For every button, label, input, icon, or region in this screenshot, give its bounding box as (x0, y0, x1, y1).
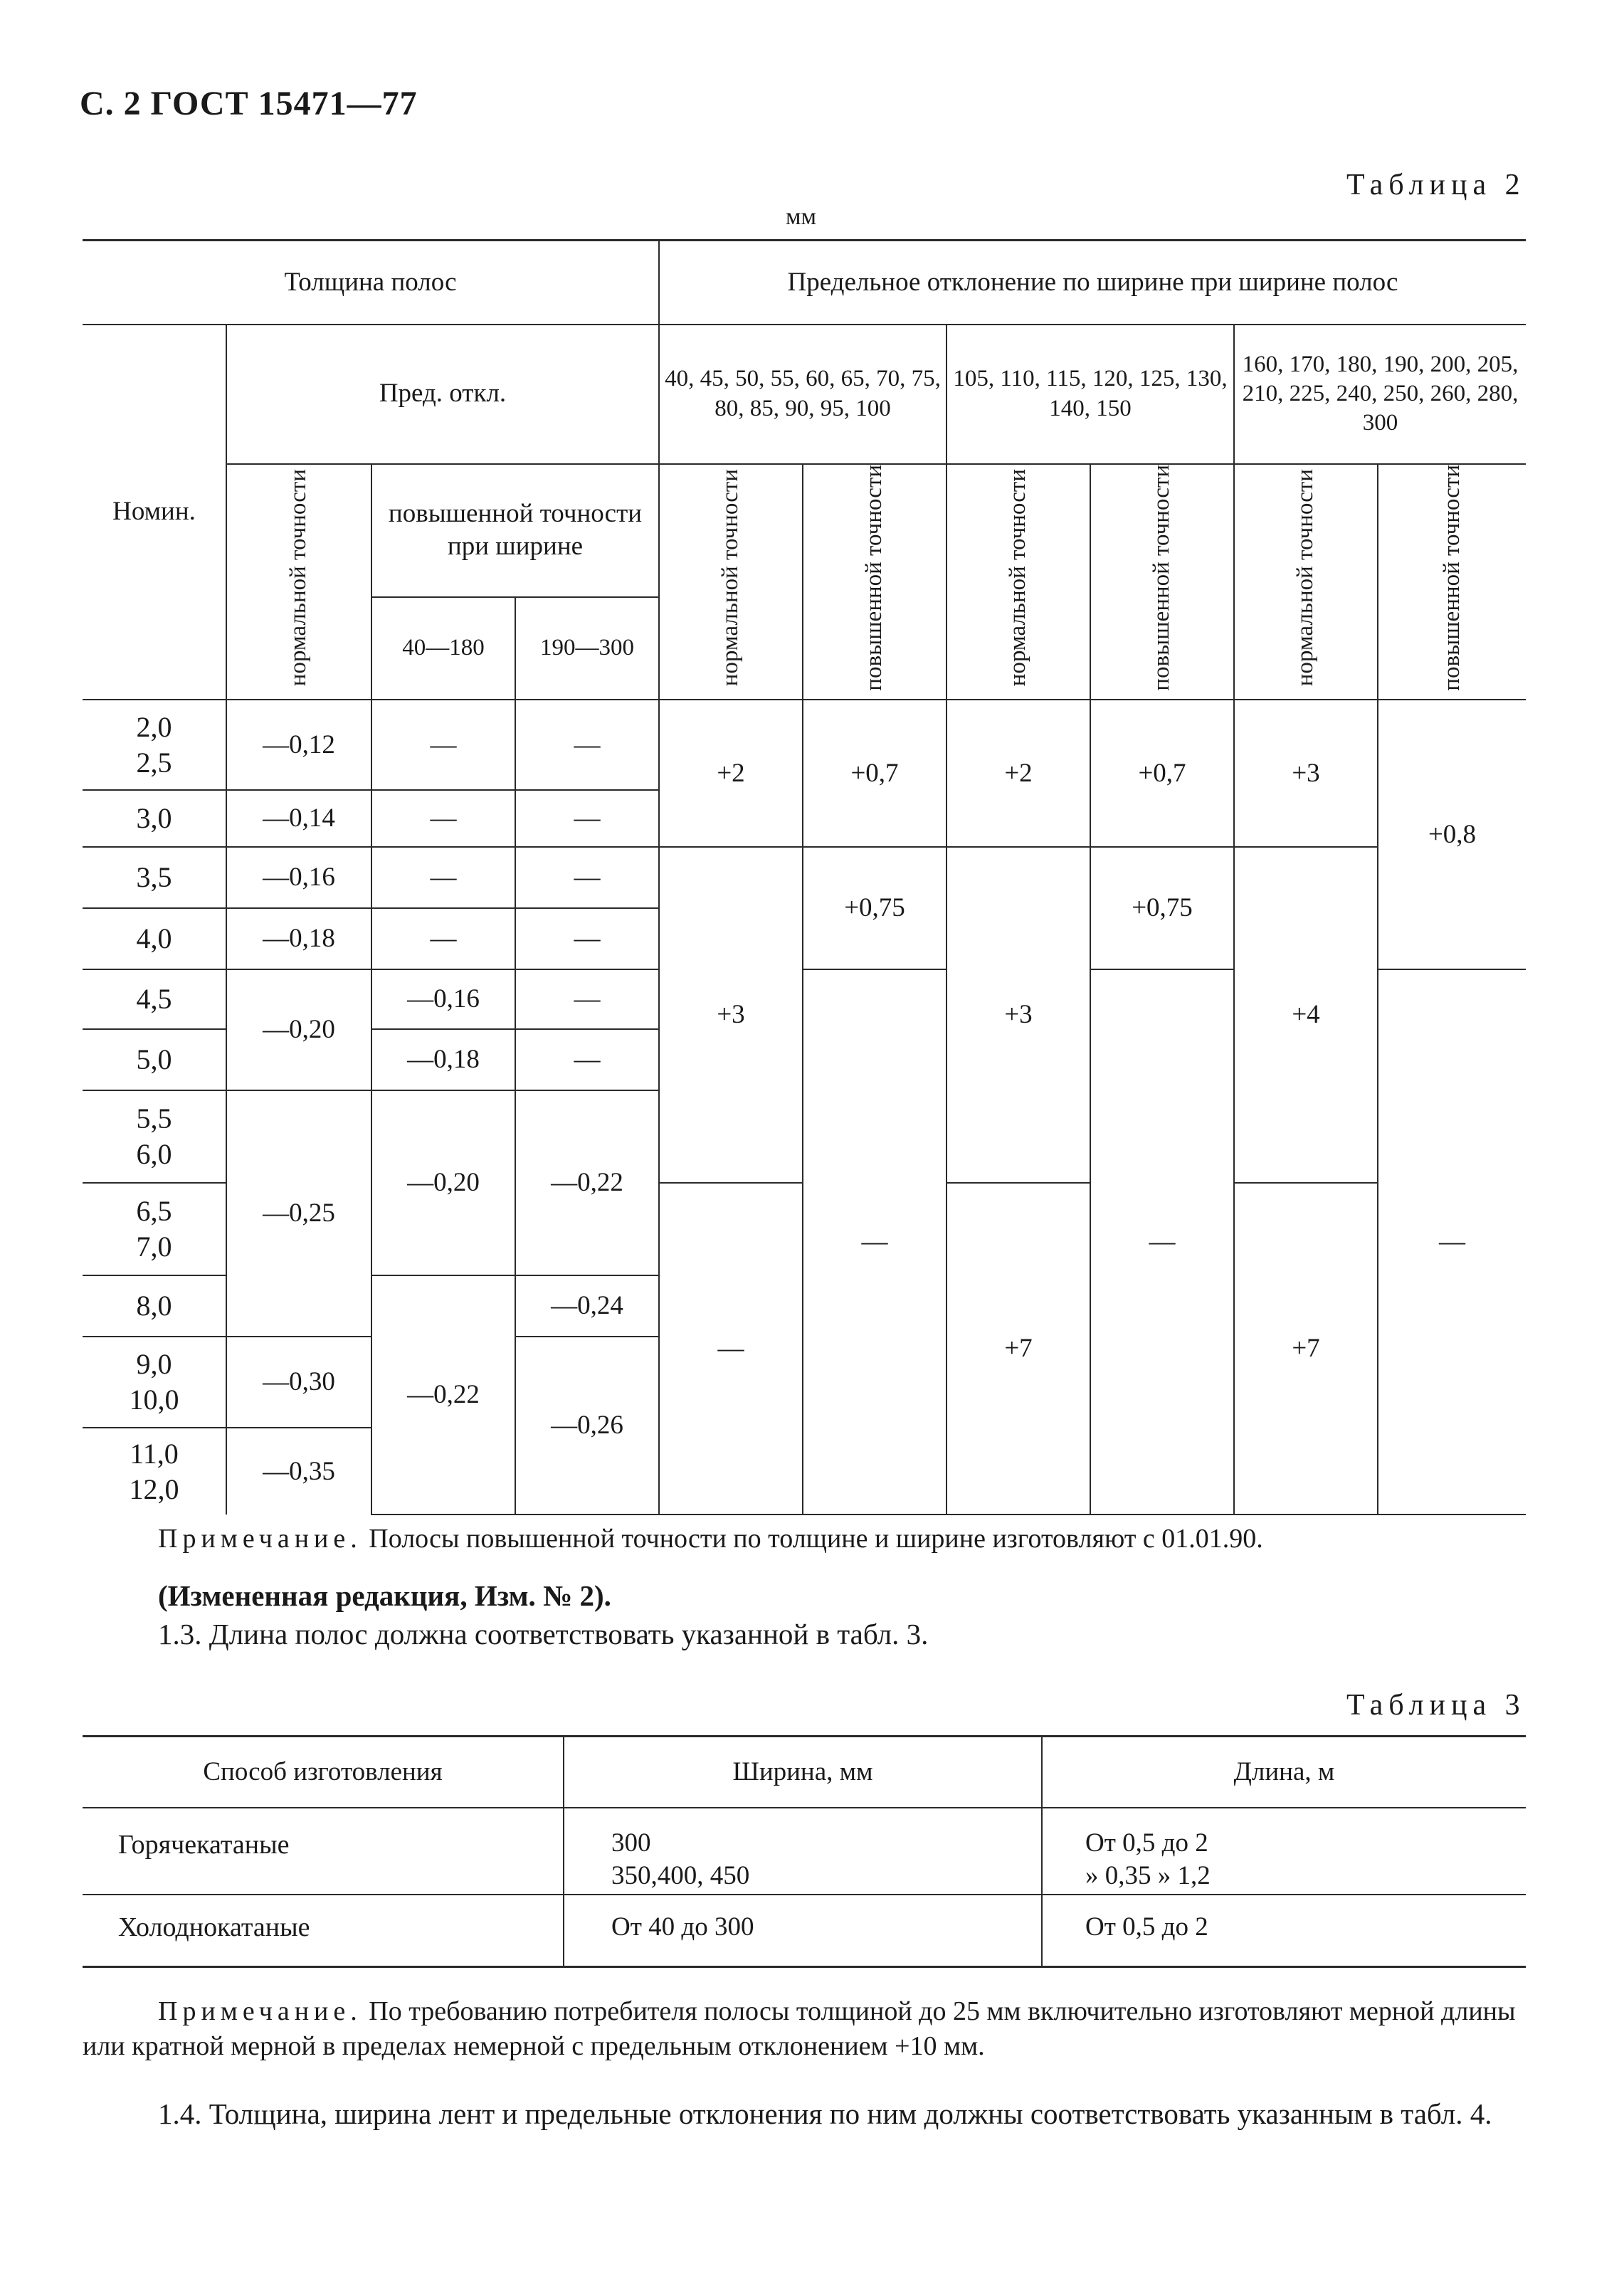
g3-normal-label: нормальной точности (1292, 468, 1319, 686)
table-3-note (83, 1994, 1526, 2065)
range-40-180: 40—180 (371, 597, 515, 700)
g1-increased-value: +0,75 (803, 847, 947, 969)
table-2 (83, 239, 1526, 1515)
table-2-unit: мм (786, 204, 817, 230)
length-cell: От 0,5 до 2 (1042, 1895, 1526, 1967)
normal-value: —0,20 (226, 969, 371, 1090)
normal-value: —0,14 (226, 790, 371, 847)
width-group-3: 160, 170, 180, 190, 200, 205, 210, 225, 240, 250, 260, 280, 300 (1234, 325, 1526, 464)
g3-normal-value: +3 (1234, 700, 1378, 847)
p40-value: — (371, 847, 515, 908)
g2-normal-value: +7 (947, 1183, 1090, 1515)
nominal-value: 2,0 2,5 (83, 700, 226, 790)
g2-increased-label: повышенной точности (1149, 464, 1175, 691)
p40-value: —0,22 (371, 1275, 515, 1515)
g2-increased-value: +0,7 (1090, 700, 1234, 847)
g3-normal-value: +7 (1234, 1183, 1378, 1515)
nominal-value: 11,0 12,0 (83, 1428, 226, 1515)
p190-value: — (515, 1029, 659, 1090)
note-text: По требованию потребителя полосы толщиной до 25 мм включительно изготовляют мерной длины или кратной мерной в пределах немерной с предельным отклонением +10 мм. (83, 1996, 1516, 2062)
g3-increased-value: — (1378, 969, 1526, 1515)
width-header: Ширина, мм (564, 1737, 1042, 1808)
p190-value: —0,26 (515, 1337, 659, 1515)
width-cell: От 40 до 300 (564, 1895, 1042, 1967)
nominal-value: 8,0 (83, 1275, 226, 1337)
nominal-value: 5,0 (83, 1029, 226, 1090)
thickness-header: Толщина полос (83, 241, 659, 325)
edition-note: (Измененная редакция, Изм. № 2). (158, 1579, 611, 1612)
note-label: Примечание. (158, 1524, 362, 1554)
g2-increased-value: — (1090, 969, 1234, 1515)
note-label: Примечание. (158, 1996, 362, 2026)
width-group-1: 40, 45, 50, 55, 60, 65, 70, 75, 80, 85, 90, 95, 100 (659, 325, 947, 464)
normal-value: —0,18 (226, 908, 371, 969)
g1-increased-label: повышенной точности (861, 464, 887, 691)
table-3-caption: Таблица 3 (1346, 1689, 1526, 1722)
width-deviation-header: Предельное отклонение по ширине при ширине полос (659, 241, 1526, 325)
nominal-value: 4,5 (83, 969, 226, 1029)
increased-at-width-label: повышенной точности при ширине (371, 464, 659, 597)
normal-value: —0,16 (226, 847, 371, 908)
nominal-value: 5,5 6,0 (83, 1090, 226, 1183)
p190-value: — (515, 908, 659, 969)
nominal-value: 9,0 10,0 (83, 1337, 226, 1428)
table-3 (83, 1735, 1526, 1968)
g3-increased-value: +0,8 (1378, 700, 1526, 969)
p190-value: —0,22 (515, 1090, 659, 1275)
pred-otkl-header: Пред. откл. (226, 325, 659, 464)
p190-value: —0,24 (515, 1275, 659, 1337)
g3-normal-value: +4 (1234, 847, 1378, 1183)
g2-normal-value: +2 (947, 700, 1090, 847)
nominal-header: Номин. (83, 325, 226, 700)
p190-value: — (515, 790, 659, 847)
table-2-caption: Таблица 2 (1346, 169, 1526, 201)
range-190-300: 190—300 (515, 597, 659, 700)
method-header: Способ изготовления (83, 1737, 564, 1808)
g1-increased-value: +0,7 (803, 700, 947, 847)
p190-value: — (515, 700, 659, 790)
nominal-value: 3,5 (83, 847, 226, 908)
normal-value: —0,25 (226, 1090, 371, 1337)
table-2-note (158, 1523, 1263, 1554)
page-header: С. 2 ГОСТ 15471—77 (80, 85, 418, 122)
normal-accuracy-label: нормальной точности (285, 468, 312, 686)
p40-value: — (371, 790, 515, 847)
normal-value: —0,30 (226, 1337, 371, 1428)
width-group-2: 105, 110, 115, 120, 125, 130, 140, 150 (947, 325, 1234, 464)
p190-value: — (515, 969, 659, 1029)
p40-value: —0,16 (371, 969, 515, 1029)
g1-normal-label: нормальной точности (717, 468, 744, 686)
p190-value: — (515, 847, 659, 908)
nominal-value: 4,0 (83, 908, 226, 969)
nominal-value: 3,0 (83, 790, 226, 847)
method-cell: Холоднокатаные (83, 1895, 564, 1967)
g1-normal-value: +3 (659, 847, 803, 1183)
g2-increased-value: +0,75 (1090, 847, 1234, 969)
note-text: Полосы повышенной точности по толщине и ширине изготовляют с 01.01.90. (362, 1524, 1263, 1554)
p40-value: —0,20 (371, 1090, 515, 1275)
width-cell: 300 350,400, 450 (564, 1808, 1042, 1895)
length-cell: От 0,5 до 2 » 0,35 » 1,2 (1042, 1808, 1526, 1895)
g1-normal-value: — (659, 1183, 803, 1515)
g1-normal-value: +2 (659, 700, 803, 847)
normal-value: —0,35 (226, 1428, 371, 1515)
paragraph-1-4: 1.4. Толщина, ширина лент и предельные отклонения по ним должны соответствовать указанным в табл. 4. (158, 2097, 1492, 2130)
g2-normal-value: +3 (947, 847, 1090, 1183)
p40-value: —0,18 (371, 1029, 515, 1090)
g3-increased-label: повышенной точности (1438, 464, 1465, 691)
g2-normal-label: нормальной точности (1005, 468, 1031, 686)
p40-value: — (371, 700, 515, 790)
nominal-value: 6,5 7,0 (83, 1183, 226, 1275)
method-cell: Горячекатаные (83, 1808, 564, 1895)
normal-value: —0,12 (226, 700, 371, 790)
p40-value: — (371, 908, 515, 969)
g1-increased-value: — (803, 969, 947, 1515)
length-header: Длина, м (1042, 1737, 1526, 1808)
paragraph-1-3: 1.3. Длина полос должна соответствовать указанной в табл. 3. (158, 1618, 929, 1650)
